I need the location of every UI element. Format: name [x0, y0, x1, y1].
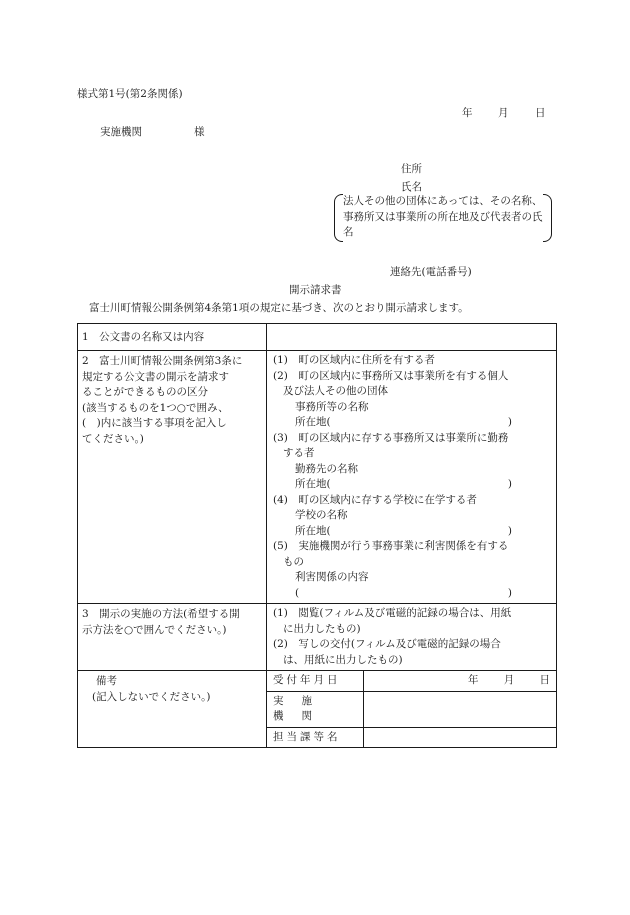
option-line: 利害関係の内容 [295, 571, 369, 583]
received-month: 月 [503, 674, 515, 686]
category-label-cell [78, 351, 267, 604]
option-text: 所在地( [295, 478, 331, 490]
option-line: (2) 町の区域内に事務所又は事業所を有する個人 [273, 369, 509, 382]
received-date-value-cell [364, 671, 557, 692]
office-label: 実施機関 [273, 694, 330, 722]
option-line: (2) 写しの交付(フィルム及び電磁的記録の場合 [273, 638, 501, 650]
option-line: 学校の名称 [295, 509, 348, 521]
option-line: (5) 実施機関が行う事務事業に利害関係を有する [273, 540, 509, 552]
option-line: 事務所等の名称 [295, 400, 369, 413]
method-options-cell[interactable] [267, 604, 557, 671]
department-value-cell [364, 727, 557, 748]
address-label: 住所 [401, 163, 422, 175]
option-line: 及び法人その他の団体 [283, 385, 388, 397]
date-month-label: 月 [498, 107, 509, 119]
method-label-line: 示方法を○で囲んでください。) [82, 623, 227, 636]
department-label-cell [267, 727, 364, 748]
document-name-label: 1 公文書の名称又は内容 [82, 331, 205, 343]
office-value-cell [364, 691, 557, 727]
closing-paren: ) [507, 524, 512, 537]
category-label-line: ( )内に該当する事項を記入し [82, 417, 227, 429]
remarks-note: (記入しないでください。) [92, 690, 211, 703]
remarks-cell [78, 671, 267, 748]
date-day-label: 日 [535, 107, 546, 119]
recipient-label: 実施機関 [100, 126, 142, 138]
category-label-line: ることができるものの区分 [82, 386, 208, 398]
category-options-cell[interactable] [267, 351, 557, 604]
closing-paren: ) [507, 416, 512, 428]
category-label-line: (該当するものを1つ○で囲み、 [82, 401, 229, 414]
document-name-field[interactable] [267, 324, 557, 351]
received-date-label-cell [267, 671, 364, 692]
option-line [273, 524, 552, 540]
closing-paren: ) [507, 586, 512, 599]
option-line: (3) 町の区域内に存する事務所又は事業所に勤務 [273, 431, 509, 444]
date-year-label: 年 [462, 107, 473, 119]
received-day: 日 [539, 674, 550, 686]
option-text: 所在地( [295, 416, 331, 428]
corporate-note: 法人その他の団体にあっては、その名称、事務所又は事業所の所在地及び代表者の氏名 [343, 195, 543, 238]
category-label-line: てください。) [82, 432, 144, 445]
recipient-suffix: 様 [194, 126, 205, 138]
intro-text: 富士川町情報公開条例第4条第1項の規定に基づき、次のとおり開示請求します。 [89, 302, 469, 314]
left-bracket [334, 194, 343, 242]
option-text: 所在地( [295, 524, 331, 537]
remarks-label: 備考 [96, 675, 117, 687]
request-table [77, 323, 557, 748]
contact-label: 連絡先(電話番号) [390, 266, 472, 278]
method-options-list [273, 606, 552, 668]
option-line: に出力したもの) [283, 622, 361, 635]
category-label-line: 規定する公文書の開示を請求す [82, 370, 229, 383]
corporate-note-bracket [334, 194, 552, 240]
option-line [273, 586, 552, 602]
right-bracket [543, 194, 552, 242]
category-label-line: 2 富士川町情報公開条例第3条に [82, 355, 243, 367]
office-label-cell [267, 691, 364, 727]
received-year: 年 [468, 674, 479, 686]
page-title: 開示請求書 [289, 284, 342, 296]
document-name-label-cell [78, 324, 267, 351]
method-label-cell [78, 604, 267, 671]
received-date-parts [468, 673, 550, 689]
option-line [273, 415, 552, 431]
method-label-line: 3 開示の実施の方法(希望する開 [82, 608, 240, 620]
option-line: 勤務先の名称 [295, 462, 358, 475]
category-options-list [273, 353, 552, 601]
option-line: (1) 閲覧(フィルム及び電磁的記録の場合は、用紙 [273, 607, 512, 619]
form-number: 様式第1号(第2条関係) [77, 88, 183, 100]
closing-paren: ) [507, 478, 512, 490]
option-line: もの [283, 555, 304, 568]
option-text: ( [295, 586, 300, 599]
received-date-label: 受付年月日 [273, 674, 341, 686]
option-line: する者 [283, 447, 315, 459]
option-line: (1) 町の区域内に住所を有する者 [273, 354, 435, 366]
option-line: は、用紙に出力したもの) [283, 653, 403, 666]
option-line [273, 477, 552, 493]
option-line: (4) 町の区域内に存する学校に在学する者 [273, 493, 477, 506]
name-label: 氏名 [401, 181, 422, 193]
department-label: 担当課等名 [273, 730, 341, 743]
